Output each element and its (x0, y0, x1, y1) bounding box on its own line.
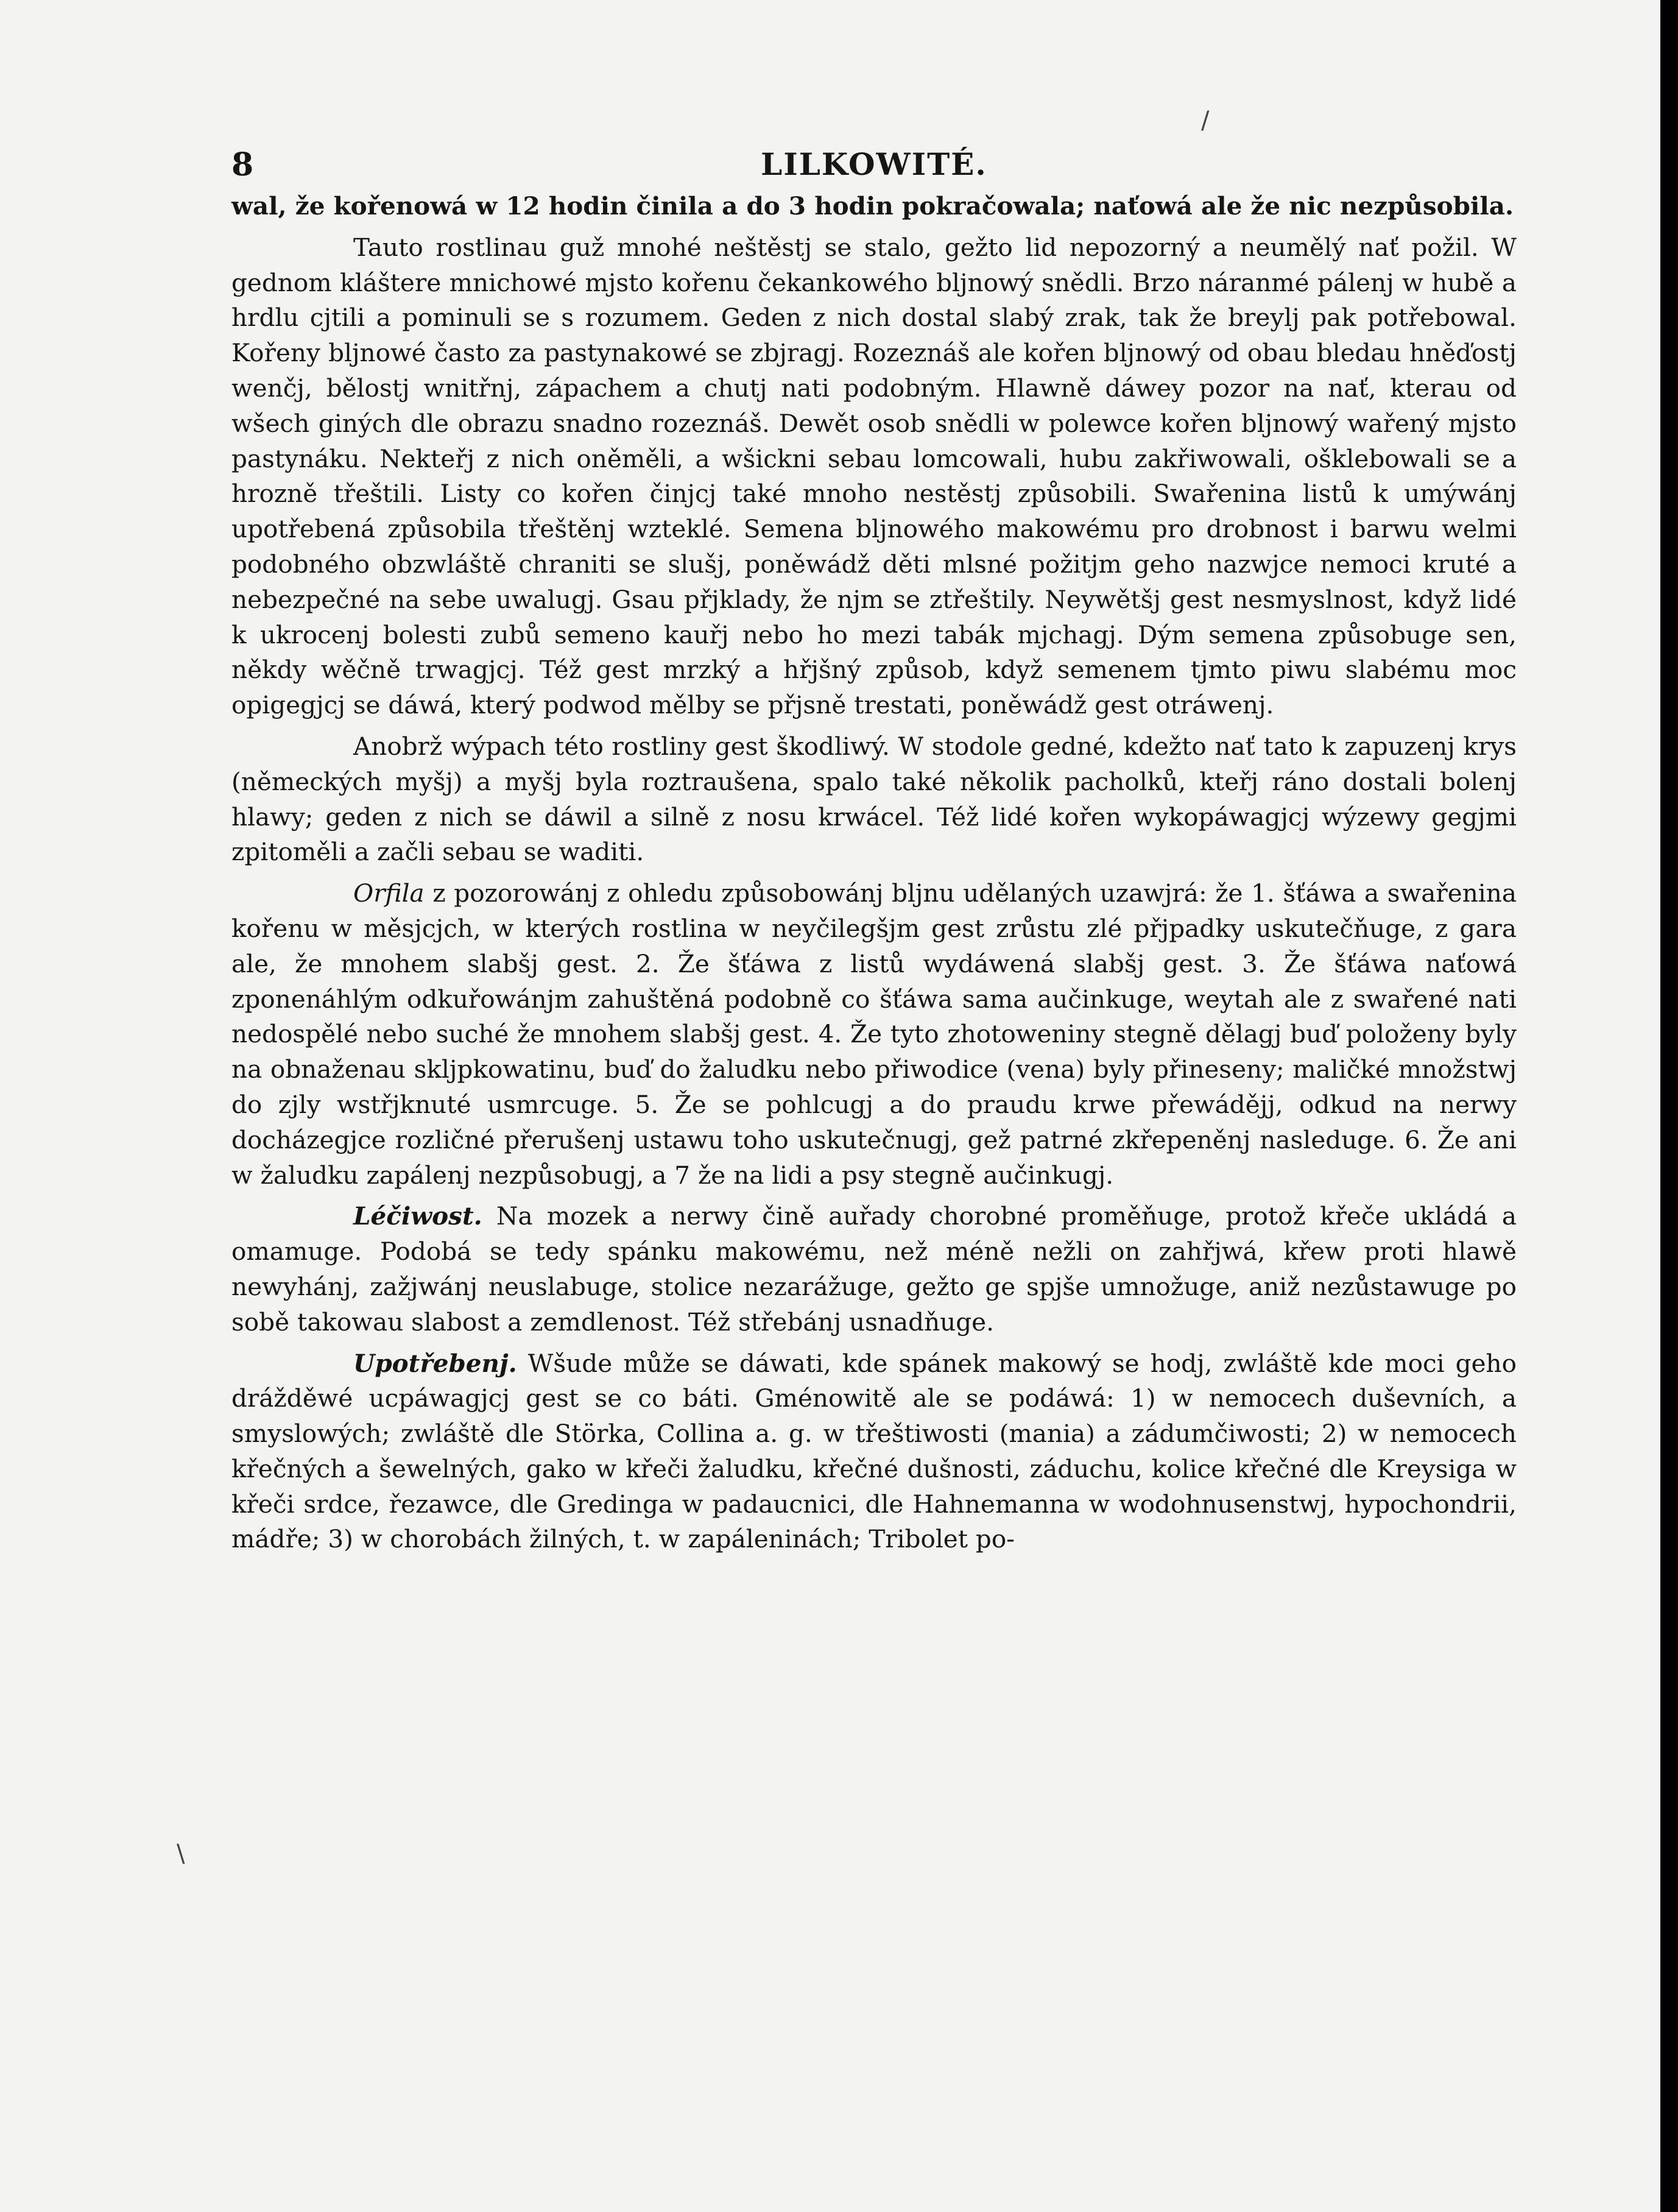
orfila-text: z pozorowánj z ohledu způsobowánj bljnu udělaných uzawjrá: že 1. šťáwa a swařenina kořenu w měsjcjch, w kterých rostlina w neyčilegšjm gest zrůstu zlé přjpadky uskutečňuge, z gara ale, že mnohem slabšj gest. 2. Že šťáwa z listů wydáwená slabšj gest. 3. Že šťáwa naťowá zponenáhlým odkuřowánjm zahuštěná podobně co šťáwa sama aučinkuge, weytah ale z swařené nati nedospělé nebo suché že mnohem slabšj gest. 4. Že tyto zhotoweniny stegně dělagj buď položeny byly na obnaženau skljpkowatinu, buď do žaludku nebo přiwodice (vena) byly přineseny; maličké množstwj do zjly wstřjknuté usmrcuge. 5. Že se pohlcugj a do praudu krwe přewádějj, odkud na nerwy docházegjce rozličné přerušenj ustawu toho uskutečnugj, gež patrné zkřepeněnj nasleduge. 6. Že ani w žaludku zapálenj nezpůsobugj, a 7 že na lidi a psy stegně aučinkugj. (231, 878, 1517, 1190)
lecivost-text: Na mozek a nerwy čině auřady chorobné proměňuge, protož křeče ukládá a omamuge. Podobá se tedy spánku makowému, než méně nežli on zahřjwá, křew proti hlawě newyhánj, zažjwánj neuslabuge, stolice nezarážuge, gežto ge spjše umnožuge, aniž nezůstawuge po sobě takowau slabost a zemdlenost. Též střebánj usnadňuge. (231, 1201, 1517, 1337)
running-title: LILKOWITÉ. (761, 146, 987, 182)
page-content (231, 134, 1517, 1557)
orfila-name: Orfila (353, 878, 425, 908)
scan-border (1660, 0, 1678, 2212)
page-number: 8 (231, 146, 254, 183)
paragraph-lecivost (231, 1199, 1517, 1340)
lecivost-heading: Léčiwost. (353, 1201, 482, 1231)
upotrebeni-heading: Upotřebenj. (353, 1348, 517, 1378)
ink-mark: \ (177, 1840, 185, 1868)
paragraph-orfila (231, 876, 1517, 1193)
page-header (231, 134, 1517, 189)
paragraph-continuation: wal, že kořenowá w 12 hodin činila a do 3 hodin pokračowala; naťowá ale že nic nezpůsobila. (231, 191, 1514, 221)
paragraph-upotrebeni (231, 1346, 1517, 1558)
upotrebeni-text: Wšude může se dáwati, kde spánek makowý se hodj, zwláště kde moci geho drážděwé ucpáwagjcj gest se co báti. Gménowitě ale se podáwá: 1) w nemocech duševních, a smyslowých; zwláště dle Störka, Collina a. g. w třeštiwosti (mania) a zádumčiwosti; 2) w nemocech křečných a šewelných, gako w křeči žaludku, křečné dušnosti, záduchu, kolice křečné dle Kreysiga w křeči srdce, řezawce, dle Gredinga w padaucnici, dle Hahnemanna w wodohnusenstwj, hypochondrii, mádře; 3) w chorobách žilných, t. w zapáleninách; Tribolet po- (231, 1348, 1517, 1554)
paragraph-vapour: Anobrž wýpach této rostliny gest škodliwý. W stodole gedné, kdežto nať tato k zapuzenj krys (německých myšj) a myšj byla roztraušena, spalo také několik pacholků, kteřj ráno dostali bolenj hlawy; geden z nich se dáwil a silně z nosu krwácel. Též lidé kořen wykopáwagjcj wýzewy gegjmi zpitoměli a začli sebau se waditi. (231, 731, 1517, 867)
ink-mark: / (1201, 107, 1210, 135)
paragraph-poisoning-cases: Tauto rostlinau guž mnohé neštěstj se stalo, gežto lid nepozorný a neumělý nať požil. W gednom kláštere mnichowé mjsto kořenu čekankowého bljnowý snědli. Brzo náranmé pálenj w hubě a hrdlu cjtili a pominuli se s rozumem. Geden z nich dostal slabý zrak, tak že breylj pak potřebowal. Kořeny bljnowé často za pastynakowé se zbjragj. Rozeznáš ale kořen bljnowý od obau bledau hněďostj wenčj, bělostj wnitřnj, zápachem a chutj nati podobným. Hlawně dáwey pozor na nať, kterau od wšech giných dle obrazu snadno rozeznáš. Dewět osob snědli w polewce kořen bljnowý wařený mjsto pastynáku. Nekteřj z nich oněměli, a wšickni sebau lomcowali, hubu zakřiwowali, ošklebowali se a hrozně třeštili. Listy co kořen činjcj také mnoho nestěstj způsobili. Swařenina listů k umýwánj upotřebená způsobila třeštěnj wzteklé. Semena bljnowého makowému pro drobnost i barwu welmi podobného obzwláště chraniti se slušj, poněwádž děti mlsné požitjm geho nazwjce nemoci kruté a nebezpečné na sebe uwalugj. Gsau přjklady, že njm se ztřeštily. Neywětšj gest nesmyslnost, když lidé k ukrocenj bolesti zubů semeno kauřj nebo ho mezi tabák mjchagj. Dým semena způsobuge sen, někdy wěčně trwagjcj. Též gest mrzký a hřjšný způsob, když semenem tjmto piwu slabému moc opigegjcj se dáwá, který podwod mělby se přjsně trestati, poněwádž gest otráwenj. (231, 232, 1517, 720)
